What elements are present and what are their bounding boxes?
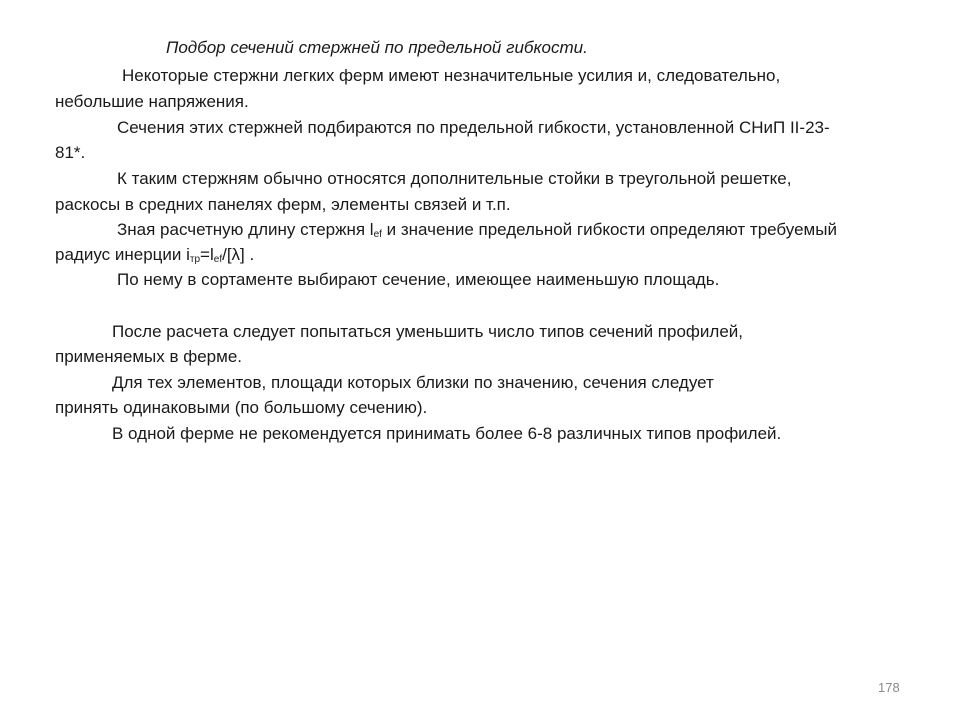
paragraph-4-line-2 [55, 245, 254, 270]
text-fragment: =l [200, 245, 214, 264]
paragraph-2-line-2: 81*. [55, 143, 86, 162]
paragraph-2-line-1: Сечения этих стержней подбираются по предельной гибкости, установленной СНиП II-23- [117, 118, 830, 137]
paragraph-3-line-1: К таким стержням обычно относятся дополнительные стойки в треугольной решетке, [117, 169, 792, 188]
paragraph-6-line-2: применяемых в ферме. [55, 347, 242, 366]
paragraph-8-line-1: В одной ферме не рекомендуется принимать более 6-8 различных типов профилей. [112, 424, 782, 443]
paragraph-3-line-2: раскосы в средних панелях ферм, элементы связей и т.п. [55, 195, 511, 214]
paragraph-7-line-1: Для тех элементов, площади которых близки по значению, сечения следует [112, 373, 714, 392]
subscript-tr: тр [189, 254, 201, 265]
slide-title: Подбор сечений стержней по предельной гибкости. [166, 38, 588, 57]
text-fragment: Зная расчетную длину стержня l [117, 220, 374, 239]
subscript-ef: ef [213, 254, 223, 265]
text-fragment: и значение предельной гибкости определяют требуемый [381, 220, 837, 239]
text-fragment: радиус инерции i [55, 245, 190, 264]
paragraph-5-line-1: По нему в сортаменте выбирают сечение, имеющее наименьшую площадь. [117, 270, 720, 289]
paragraph-1-line-2: небольшие напряжения. [55, 92, 249, 111]
page-number: 178 [878, 680, 900, 695]
text-fragment: /[λ] . [222, 245, 255, 264]
subscript-ef: ef [373, 229, 382, 240]
paragraph-1-line-1: Некоторые стержни легких ферм имеют незначительные усилия и, следовательно, [122, 66, 781, 85]
paragraph-7-line-2: принять одинаковыми (по большому сечению). [55, 398, 428, 417]
paragraph-6-line-1: После расчета следует попытаться уменьшить число типов сечений профилей, [112, 322, 744, 341]
paragraph-4-line-1 [117, 220, 837, 245]
